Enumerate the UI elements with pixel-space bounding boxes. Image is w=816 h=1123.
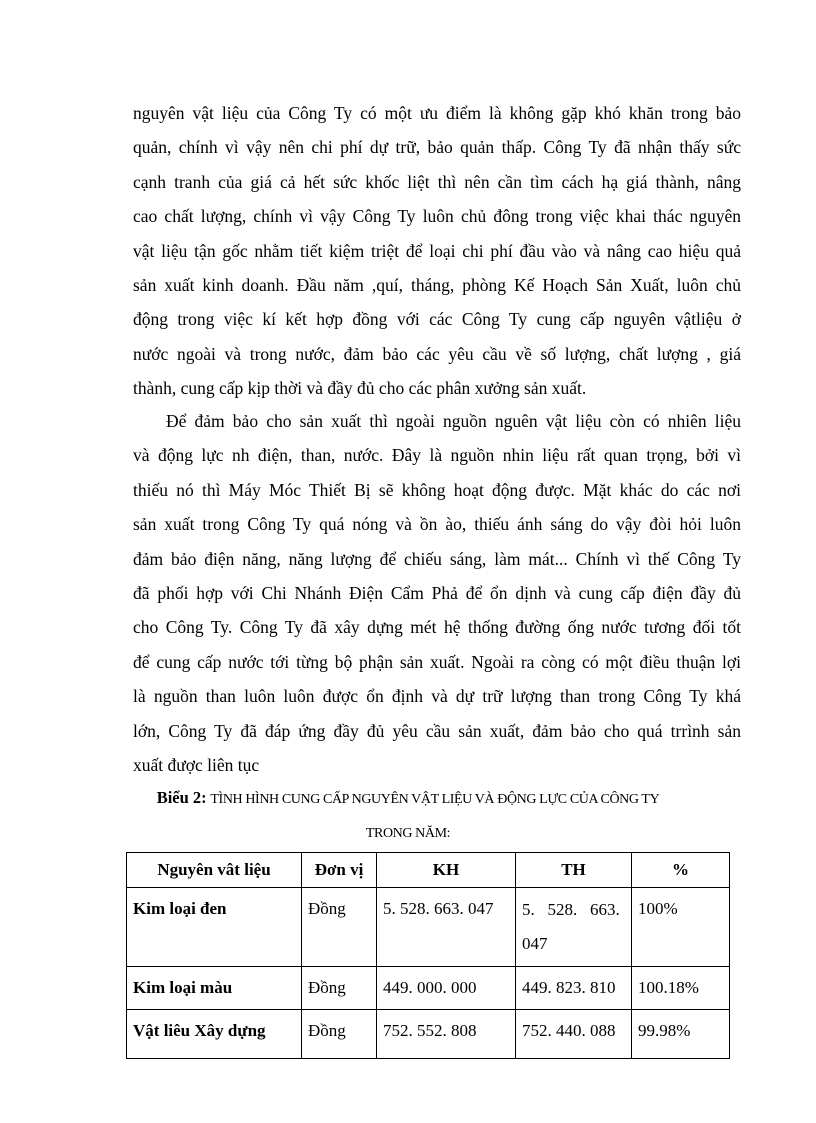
text-line: lớn, Công Ty đã đáp ứng đầy đủ yêu cầu sản xuất, đảm bảo cho quá trrình sản [133,720,741,741]
text-line: cạnh tranh của giá cả hết sức khốc liệt thì nên cần tìm cách hạ giá thành, nâng [133,171,741,192]
text-line: quản, chính vì vậy nên chi phí dự trữ, bảo quản thấp. Công Ty đã nhận thấy sức [133,137,741,158]
cell-actual: 449. 823. 810 [516,967,632,1010]
text-line: vật liệu tận gốc nhằm tiết kiệm triệt để loại chi phí đầu vào và nâng cao hiệu quả [133,240,741,261]
cell-actual [516,888,632,967]
table-caption [0,788,816,810]
caption-title-continued: TRONG NĂM: [365,826,451,841]
text-line: động trong việc kí kết hợp đồng với các Công Ty cung cấp nguyên vậtliệu ở [133,309,741,330]
cell-actual-line: 047 [522,934,548,953]
header-material: Nguyên vât liệu [127,853,302,888]
header-percent: % [632,853,730,888]
header-unit: Đơn vị [302,853,377,888]
cell-actual: 752. 440. 088 [516,1010,632,1059]
cell-material: Vật liêu Xây dựng [127,1010,302,1059]
cell-material: Kim loại màu [127,967,302,1010]
cell-percent: 99.98% [632,1010,730,1059]
cell-actual-line: 5. 528. 663. [522,900,620,919]
cell-material: Kim loại đen [127,888,302,967]
table-row [127,1010,730,1059]
text-line: nguyên vật liệu của Công Ty có một ưu điểm là không gặp khó khăn trong bảo [133,103,741,123]
paragraph-materials [133,96,741,406]
cell-unit: Đồng [302,1010,377,1059]
table-row [127,967,730,1010]
cell-unit: Đồng [302,967,377,1010]
header-plan: KH [377,853,516,888]
text-line: và động lực nh điện, than, nước. Đây là nguồn nhin liệu rất quan trọng, bởi vì [133,445,741,466]
text-line: là nguồn than luôn luôn được ổn định và dự trữ lượng than trong Công Ty khá [133,686,741,707]
table-caption-continued [0,823,816,844]
cell-plan: 752. 552. 808 [377,1010,516,1059]
paragraph-energy [133,404,741,782]
text-line: xuất được liên tục [133,755,260,776]
table-row [127,888,730,967]
cell-plan: 449. 000. 000 [377,967,516,1010]
text-line: sản xuất kinh doanh. Đầu năm ,quí, tháng, phòng Kế Hoạch Sản Xuất, luôn chủ [133,275,741,296]
cell-unit: Đồng [302,888,377,967]
text-line: đã phối hợp với Chi Nhánh Điện Cẩm Phả để ổn dịnh và cung cấp điện đầy đủ [133,583,741,604]
text-line: sản xuất trong Công Ty quá nóng và ồn ào, thiếu ánh sáng do vậy đòi hỏi luôn [133,514,741,535]
cell-percent: 100% [632,888,730,967]
text-line: nước ngoài và trong nước, đảm bảo các yêu cầu về số lượng, chất lượng , giá [133,343,741,364]
cell-plan: 5. 528. 663. 047 [377,888,516,967]
caption-label: Biểu 2: [156,788,207,807]
text-line: cho Công Ty. Công Ty đã xây dựng mét hệ thống đường ống nước tương đối tốt [133,617,741,638]
text-line: để cung cấp nước tới từng bộ phận sản xuất. Ngoài ra còng có một điều thuận lợi [133,651,741,672]
table-header-row [127,853,730,888]
text-line: Để đảm bảo cho sản xuất thì ngoài nguồn nguên vật liệu còn có nhiên liệu [166,411,741,431]
caption-title: TÌNH HÌNH CUNG CẤP NGUYÊN VẬT LIỆU VÀ ĐỘNG LỰC CỦA CÔNG TY [210,792,660,807]
text-line: cao chất lượng, chính vì vậy Công Ty luôn chủ đông trong việc khai thác nguyên [133,206,741,227]
text-line: thành, cung cấp kịp thời và đầy đủ cho các phân xưởng sản xuất. [133,378,587,399]
cell-percent: 100.18% [632,967,730,1010]
text-line: thiếu nó thì Máy Móc Thiết Bị sẽ không hoạt động được. Mặt khác do các nơi [133,479,741,500]
text-line: đảm bảo điện năng, năng lượng để chiếu sáng, làm mát... Chính vì thế Công Ty [133,548,741,569]
header-actual: TH [516,853,632,888]
supply-table [126,852,730,1059]
